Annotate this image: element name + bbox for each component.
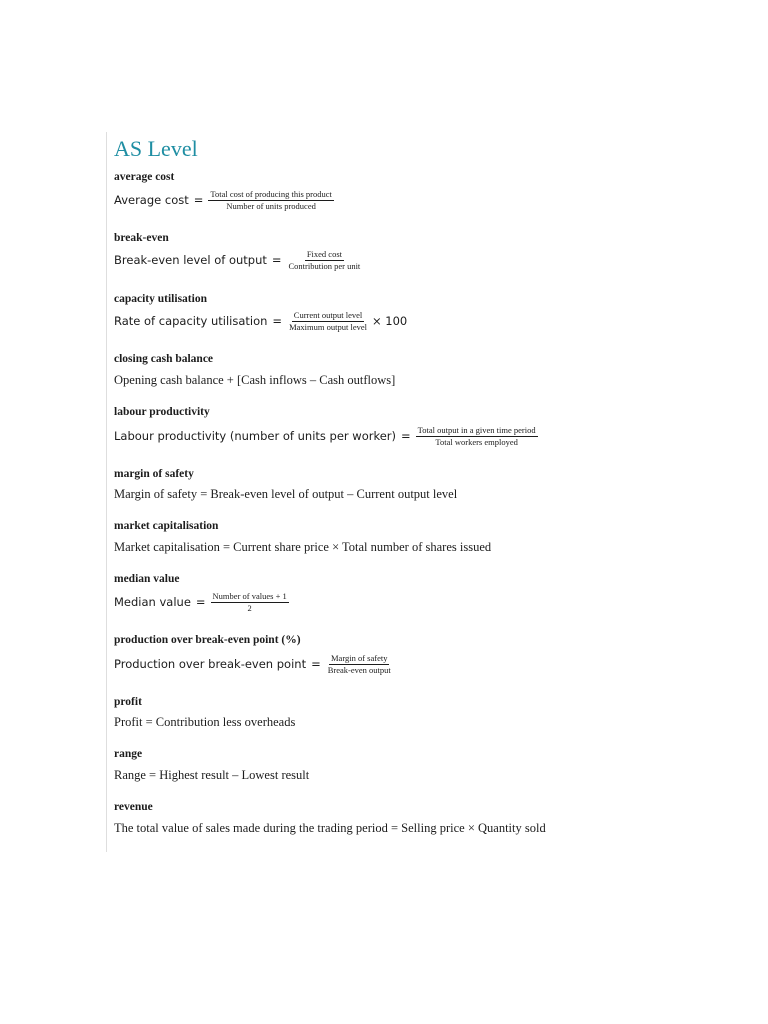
formula-revenue: The total value of sales made during the trading period = Selling price × Quantity sold [114,821,546,835]
term-margin-of-safety: margin of safety [114,468,194,480]
formula-capacity-utilisation [114,311,407,332]
fraction-numerator: Number of values + 1 [212,591,287,601]
fraction-numerator: Margin of safety [330,653,388,663]
fraction-denominator: Number of units produced [226,200,316,211]
fraction-numerator: Fixed cost [306,249,342,259]
formula-break-even [114,250,362,271]
equals-sign: = [311,656,321,671]
term-average-cost: average cost [114,171,175,183]
formula-left: Median value [114,594,191,609]
fraction-numerator: Total cost of producing this product [210,189,332,199]
formula-profit: Profit = Contribution less overheads [114,715,296,729]
formula-range: Range = Highest result – Lowest result [114,768,310,782]
fraction [416,426,538,447]
term-median-value: median value [114,573,180,585]
formula-labour-productivity [114,426,538,447]
fraction [287,250,363,271]
fraction-denominator: Maximum output level [289,321,367,332]
formula-left: Break-even level of output [114,252,267,267]
formula-market-capitalisation: Market capitalisation = Current share price × Total number of shares issued [114,540,492,554]
term-market-capitalisation: market capitalisation [114,520,219,532]
fraction-denominator: 2 [247,602,252,613]
page-title: AS Level [114,136,198,161]
formula-left: Production over break-even point [114,656,307,671]
formula-margin-of-safety: Margin of safety = Break-even level of output – Current output level [114,487,458,501]
equals-sign: = [401,428,411,443]
formula-average-cost [114,190,334,211]
term-revenue: revenue [114,801,153,813]
equals-sign: = [272,313,283,328]
term-capacity-utilisation: capacity utilisation [114,293,207,305]
formula-multiplier: × 100 [371,313,408,328]
term-labour-productivity: labour productivity [114,406,210,418]
term-closing-cash-balance: closing cash balance [114,353,214,365]
fraction-denominator: Total workers employed [435,436,518,447]
fraction-denominator: Break-even output [327,664,391,675]
equals-sign: = [193,192,204,207]
term-production-over-break-even: production over break-even point (%) [114,634,301,646]
fraction [208,190,333,211]
fraction [326,654,393,675]
fraction [287,311,369,332]
term-range: range [114,748,143,760]
formula-production-over-break-even [114,654,393,675]
formula-left: Average cost [114,192,189,207]
formula-closing-cash-balance: Opening cash balance + [Cash inflows – Cash outflows] [114,373,396,387]
formula-median-value [114,592,289,613]
fraction-numerator: Total output in a given time period [417,425,536,435]
margin-rule [106,132,107,852]
term-break-even: break-even [114,232,169,244]
formula-left: Rate of capacity utilisation [114,313,268,328]
fraction-numerator: Current output level [293,310,363,320]
equals-sign: = [195,594,206,609]
term-profit: profit [114,696,142,708]
formula-left: Labour productivity (number of units per worker) [114,428,397,443]
fraction [211,592,289,613]
equals-sign: = [271,252,282,267]
fraction-denominator: Contribution per unit [288,260,361,271]
